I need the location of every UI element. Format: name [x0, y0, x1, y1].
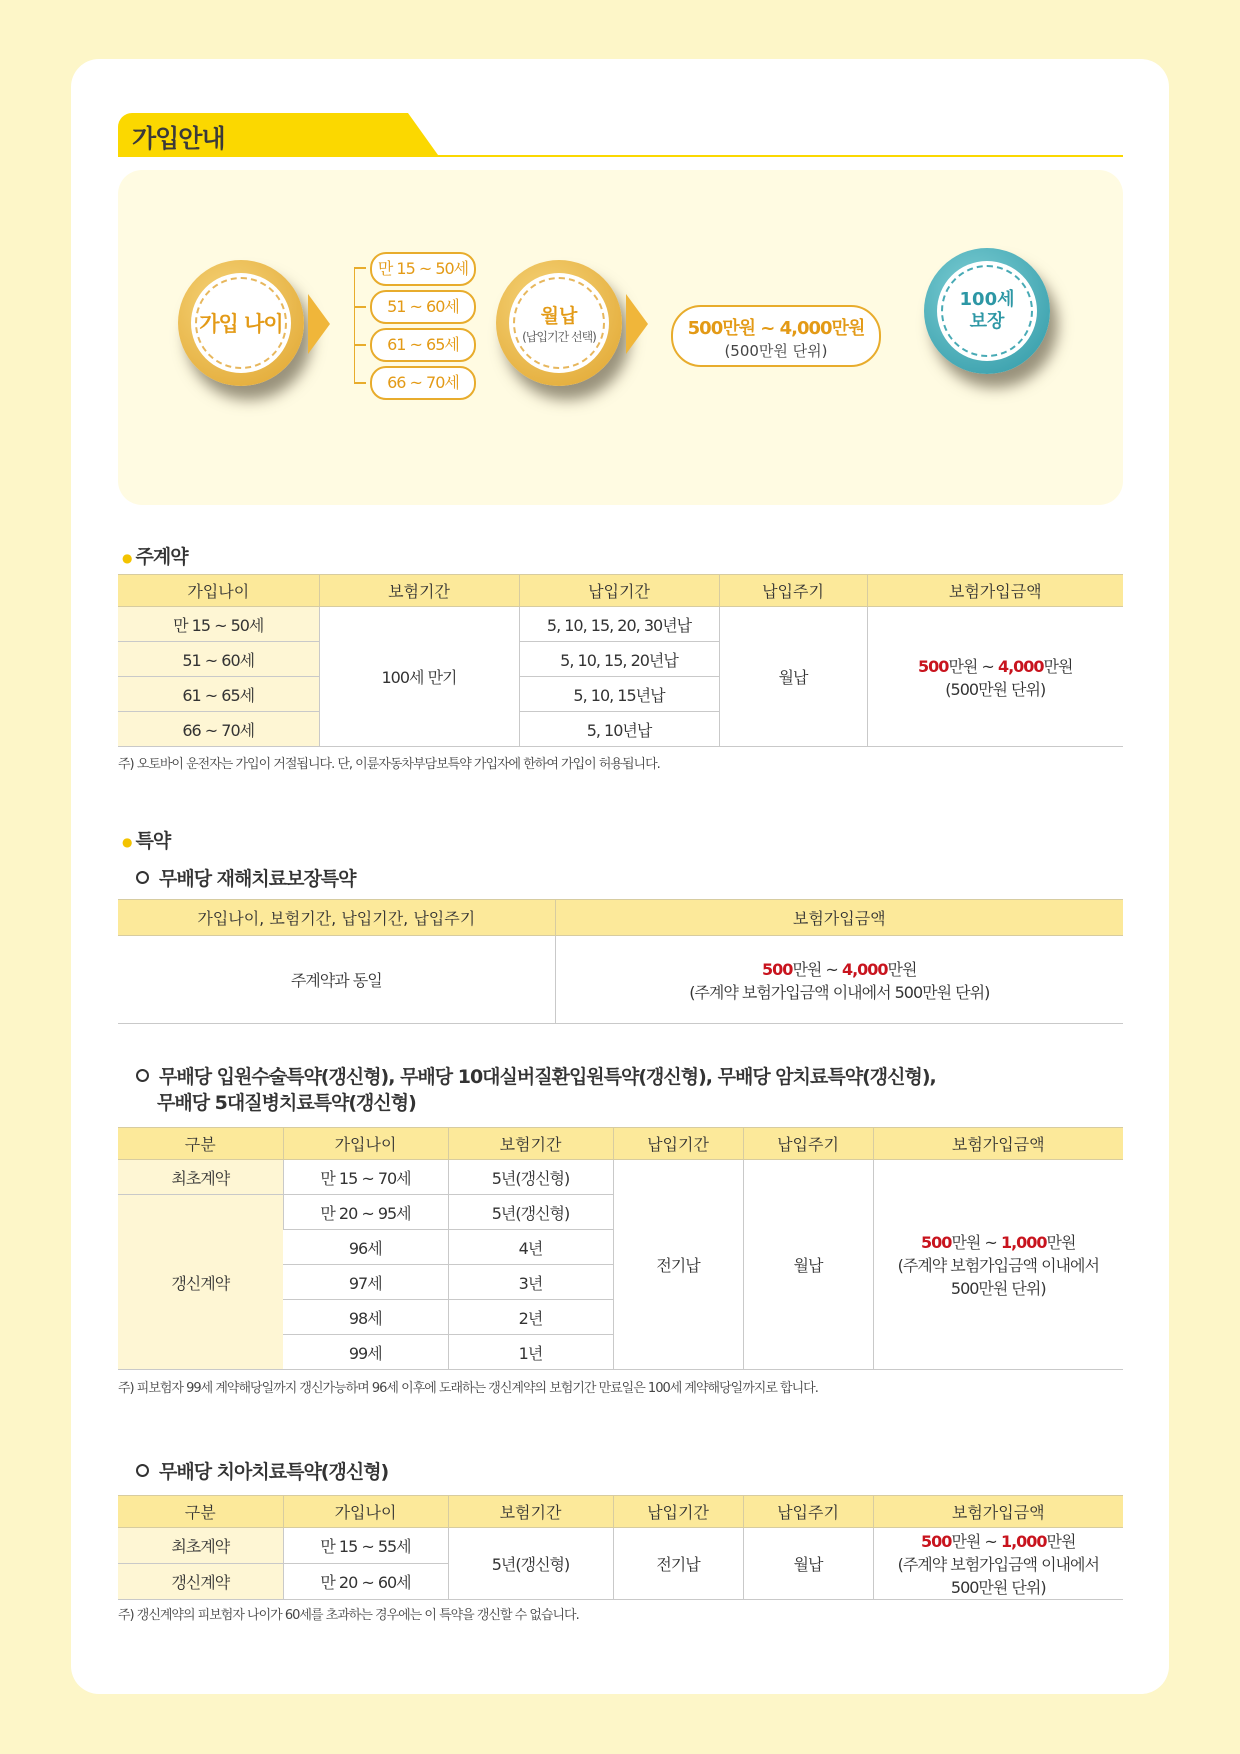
table-header: 구분 [118, 1496, 283, 1528]
payment-circle-label: 월납 [540, 305, 578, 327]
rider2-table [118, 1127, 1123, 1370]
term-cell: 5년(갱신형) [448, 1195, 613, 1230]
rider2-note: 주) 피보험자 99세 계약해당일까지 갱신가능하며 96세 이후에 도래하는 갱신계약의 보험기간 만료일은 100세 계약해당일까지로 합니다. [118, 1381, 818, 1396]
circle-bullet-icon [136, 871, 149, 884]
table-header: 보험기간 [448, 1128, 613, 1160]
pay-period-cell: 5, 10, 15, 20년납 [519, 642, 719, 677]
amount-cell: 500만원 ~ 1,000만원 (주계약 보험가입금액 이내에서 500만원 단위) [873, 1160, 1123, 1370]
table-header: 보험기간 [448, 1496, 613, 1528]
age-cell: 61 ~ 65세 [118, 677, 319, 712]
pay-period-cell: 5, 10년납 [519, 712, 719, 747]
pay-period-cell: 전기납 [613, 1528, 743, 1600]
table-header: 납입기간 [613, 1128, 743, 1160]
pay-cycle-cell: 월납 [743, 1528, 873, 1600]
bullet-icon: ● [122, 834, 132, 849]
table-header: 납입기간 [613, 1496, 743, 1528]
age-cell: 만 15 ~ 55세 [283, 1528, 448, 1564]
term-cell: 2년 [448, 1300, 613, 1335]
table-header: 납입기간 [519, 575, 719, 607]
rider3-note: 주) 갱신계약의 피보험자 나이가 60세를 초과하는 경우에는 이 특약을 갱신할 수 없습니다. [118, 1608, 579, 1623]
enrollment-flow-panel [118, 170, 1123, 505]
arrow-right-icon [626, 294, 648, 354]
main-contract-table [118, 574, 1123, 747]
table-header: 구분 [118, 1128, 283, 1160]
main-contract-title: ● 주계약 [122, 546, 188, 568]
age-cell: 만 15 ~ 70세 [283, 1160, 448, 1195]
rider3-table [118, 1495, 1123, 1600]
circle-bullet-icon [136, 1464, 149, 1477]
table-header: 보험가입금액 [873, 1496, 1123, 1528]
pay-period-cell: 5, 10, 15, 20, 30년납 [519, 607, 719, 642]
main-contract-note: 주) 오토바이 운전자는 가입이 거절됩니다. 단, 이륜자동차부담보특약 가입자에 한하여 가입이 허용됩니다. [118, 757, 660, 772]
age-cell: 만 20 ~ 60세 [283, 1564, 448, 1600]
age-cell: 66 ~ 70세 [118, 712, 319, 747]
pay-period-cell: 5, 10, 15년납 [519, 677, 719, 712]
age-cell: 98세 [283, 1300, 448, 1335]
renewal-contract-cell: 갱신계약 [118, 1564, 283, 1600]
table-header: 납입주기 [719, 575, 867, 607]
amount-pill [671, 305, 881, 367]
term-cell: 100세 만기 [319, 607, 519, 747]
rider2-title: 무배당 입원수술특약(갱신형), 무배당 10대실버질환입원특약(갱신형), 무배당 암치료특약(갱신형), 무배당 5대질병치료특약(갱신형) [136, 1064, 936, 1116]
age-range-pill: 만 15 ~ 50세 [370, 252, 476, 286]
age-cell: 96세 [283, 1230, 448, 1265]
table-header: 보험가입금액 [555, 900, 1123, 936]
rider-section-title: ● 특약 [122, 830, 171, 852]
section-underline [118, 155, 1123, 157]
arrow-right-icon [308, 294, 330, 354]
table-header: 가입나이 [118, 575, 319, 607]
section-header [118, 113, 1123, 157]
age-cell: 97세 [283, 1265, 448, 1300]
table-header: 가입나이 [283, 1496, 448, 1528]
renewal-contract-cell: 갱신계약 [118, 1195, 283, 1370]
age-cell: 만 15 ~ 50세 [118, 607, 319, 642]
table-header: 가입나이 [283, 1128, 448, 1160]
term-cell: 5년(갱신형) [448, 1528, 613, 1600]
term-cell: 5년(갱신형) [448, 1160, 613, 1195]
age-range-pill: 66 ~ 70세 [370, 366, 476, 400]
table-header: 보험가입금액 [867, 575, 1123, 607]
amount-main: 500만원 ~ 4,000만원 [687, 318, 865, 339]
amount-cell: 500만원 ~ 4,000만원 (주계약 보험가입금액 이내에서 500만원 단위) [555, 936, 1123, 1024]
table-header: 납입주기 [743, 1496, 873, 1528]
age-range-pill: 51 ~ 60세 [370, 290, 476, 324]
pay-cycle-cell: 월납 [743, 1160, 873, 1370]
pay-cycle-cell: 월납 [719, 607, 867, 747]
amount-sub: (500만원 단위) [724, 342, 828, 360]
payment-circle [496, 260, 622, 386]
age-range-pill: 61 ~ 65세 [370, 328, 476, 362]
section-title: 가입안내 [132, 124, 225, 153]
table-header: 보험가입금액 [873, 1128, 1123, 1160]
age-circle [178, 260, 304, 386]
age-cell: 51 ~ 60세 [118, 642, 319, 677]
circle-bullet-icon [136, 1069, 149, 1082]
age-cell: 99세 [283, 1335, 448, 1370]
bracket-line [354, 267, 369, 383]
rider3-title: 무배당 치아치료특약(갱신형) [136, 1459, 388, 1485]
first-contract-cell: 최초계약 [118, 1528, 283, 1564]
rider1-table [118, 899, 1123, 1024]
first-contract-cell: 최초계약 [118, 1160, 283, 1195]
age-circle-label: 가입 나이 [199, 312, 283, 336]
coverage-line1: 100세 [959, 289, 1015, 310]
table-header: 보험기간 [319, 575, 519, 607]
amount-cell: 500만원 ~ 4,000만원 (500만원 단위) [867, 607, 1123, 747]
term-cell: 4년 [448, 1230, 613, 1265]
age-cell: 만 20 ~ 95세 [283, 1195, 448, 1230]
bullet-icon: ● [122, 550, 132, 565]
same-as-main-cell: 주계약과 동일 [118, 936, 555, 1024]
table-header: 납입주기 [743, 1128, 873, 1160]
table-header: 가입나이, 보험기간, 납입기간, 납입주기 [118, 900, 555, 936]
payment-circle-sub: (납입기간 선택) [522, 330, 596, 344]
term-cell: 3년 [448, 1265, 613, 1300]
term-cell: 1년 [448, 1335, 613, 1370]
amount-cell: 500만원 ~ 1,000만원 (주계약 보험가입금액 이내에서 500만원 단위) [873, 1528, 1123, 1600]
coverage-circle [924, 248, 1050, 374]
coverage-line2: 보장 [969, 311, 1005, 332]
pay-period-cell: 전기납 [613, 1160, 743, 1370]
rider1-title: 무배당 재해치료보장특약 [136, 866, 356, 892]
